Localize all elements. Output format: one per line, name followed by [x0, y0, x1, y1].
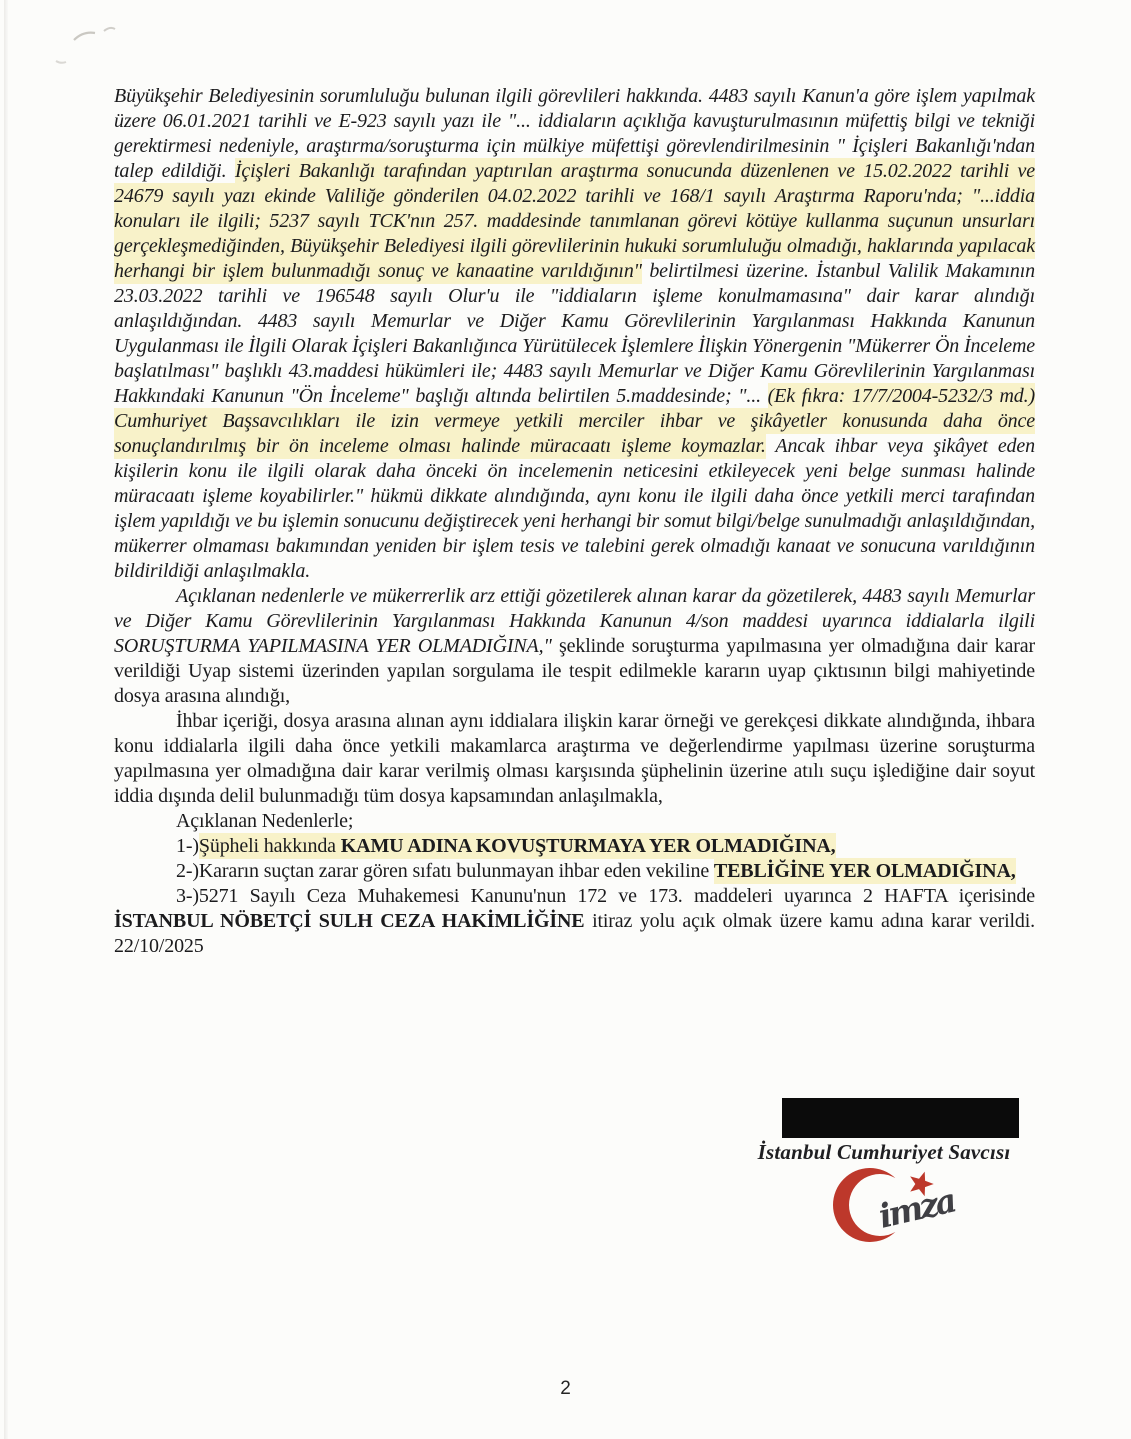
item-number: 2-): [176, 860, 199, 882]
signature-title: İstanbul Cumhuriyet Savcısı: [757, 1140, 1011, 1164]
pencil-stroke: [74, 33, 95, 40]
reasons-heading: [114, 809, 1035, 834]
pencil-stroke: [56, 61, 66, 63]
highlighted-passage-ek-fikra: (Ek fıkra: 17/7/2004-5232/3 md.) Cumhuriyet Başsavcılıkları ile izin vermeye yetkili merciler ihbar ve şikâyetler konusunda daha önce sonuçlandırılmış bir ön inceleme olması halinde müracaatı işleme koymazlar.: [114, 385, 1035, 457]
paragraph-denunciation-assessment: [114, 709, 1035, 809]
highlighted-passage-decision-1: [199, 833, 836, 859]
pencil-marks: [42, 6, 172, 76]
redaction-bar: [782, 1098, 1019, 1138]
paragraph-legal-background: [114, 84, 1035, 584]
body-text: Büyükşehir Belediyesinin sorumluluğu bulunan ilgili görevlileri hakkında. 4483 sayılı Kanun'a göre işlem yapılmak üzere 06.01.2021 tarihli ve E-923 sayılı yazı ile "... iddiaların açıklığa kavuşturulmasının müfettiş bilgi ve tekniği gerektirmesi nedeniyle, araştırma/soruşturma için mülkiye müfettişi görevlendirilmesinin " İçişleri Bakanlığı'ndan talep edildiği.: [114, 85, 1035, 182]
scan-edge-shadow: [4, 0, 8, 1439]
item-text: itiraz yolu açık olmak üzere kamu adına karar verildi. 22/10/2025: [114, 910, 1035, 957]
body-text: şeklinde soruşturma yapılmasına yer olmadığına dair karar verildiği Uyap sistemi üzerinden yapılan sorgulama ile tespit edilmekle kararın uyap çıktısının bilgi mahiyetinde dosya arasına alındığı,: [114, 635, 1035, 707]
stamp-imza-text: imza: [875, 1180, 958, 1236]
decision-item-2: [114, 859, 1035, 884]
body-text: İhbar içeriği, dosya arasına alınan aynı iddialara ilişkin karar örneği ve gerekçesi dikkate alındığında, ihbara konu iddialarla ilgili daha önce yetkili makamlarca araştırma ve değerlendirme yapılması üzerine soruşturma yapılmasına yer olmadığına dair karar verilmiş olması karşısında şüphelinin üzerine atılı suçu işlediğine dair soyut iddia dışında delil bulunmadığı tüm dosya kapsamından anlaşılmakla,: [114, 710, 1035, 807]
item-bold-text: İSTANBUL NÖBETÇİ SULH CEZA HAKİMLİĞİNE: [114, 910, 585, 932]
decision-item-1: [114, 834, 1035, 859]
item-text: Şüpheli hakkında: [198, 835, 341, 857]
paragraph-conclusion-reference: [114, 584, 1035, 709]
heading-text: Açıklanan Nedenlerle;: [176, 810, 354, 832]
item-number: 3-): [176, 885, 199, 907]
body-text: belirtilmesi üzerine. İstanbul Valilik Makamının 23.03.2022 tarihli ve 196548 sayılı Olur'u ile "iddiaların işleme konulmamasına" dair karar alındığı anlaşıldığından. 4483 sayılı Memurlar ve Diğer Kamu Görevlilerinin Yargılanması Hakkında Kanunun Uygulanması ile İlgili Olarak İçişleri Bakanlığınca Yürütülecek İşlemlere İlişkin Yönergenin "Mükerrer Ön İnceleme başlatılması" başlıklı 43.maddesi hükümleri ile; 4483 sayılı Memurlar ve Diğer Kamu Görevlilerinin Yargılanması Hakkındaki Kanunun "Ön İnceleme" başlığı altında belirtilen 5.maddesinde; "...: [114, 260, 1035, 407]
pencil-stroke: [104, 28, 115, 31]
document-body: [114, 84, 1035, 959]
highlighted-passage-research-report: İçişleri Bakanlığı tarafından yaptırılan araştırma sonucunda düzenlenen ve 15.02.2022 tarihli ve 24679 sayılı yazı ekinde Valiliğe gönderilen 04.02.2022 tarihli ve 168/1 sayılı Araştırma Raporu'nda; "...iddia konuları ile ilgili; 5237 sayılı TCK'nın 257. maddesinde tanımlanan görevi kötüye kullanma suçunun unsurları gerçekleşmediğinden, Büyükşehir Belediyesi ilgili görevlilerinin hukuki sorumluluğu olmadığı, haklarında yapılacak herhangi bir işlem bulunmadığı sonuç ve kanaatine varıldığının": [114, 160, 1035, 282]
item-text: 5271 Sayılı Ceza Muhakemesi Kanunu'nun 172 ve 173. maddeleri uyarınca 2 HAFTA içerisinde: [198, 885, 1035, 907]
item-bold-text: KAMU ADINA KOVUŞTURMAYA YER OLMADIĞINA,: [340, 835, 836, 857]
item-text: Kararın suçtan zarar gören sıfatı bulunmayan ihbar eden vekiline: [198, 860, 714, 882]
decision-item-3: [114, 884, 1035, 959]
item-number: 1-): [176, 835, 199, 857]
e-signature-stamp: [824, 1162, 984, 1254]
body-text: Ancak ihbar veya şikâyet eden kişilerin konu ile ilgili olarak daha önceki ön incelemenin neticesini etkileyecek yeni belge sunması halinde müracaatı işleme koyabilirler." hükmü dikkate alındığında, aynı konu ile ilgili daha önce yetkili merci tarafından işlem yapıldığı ve bu işlemin sonucunu değiştirecek yeni herhangi bir somut bilgi/belge sunulmadığı anlaşıldığından, mükerrer olmaması bakımından yeniden bir işlem tesis ve talebini gerek olmadığı kanaat ve sonucuna varıldığının bildirildiği anlaşılmakla.: [114, 435, 1035, 582]
body-text-italic: Açıklanan nedenlerle ve mükerrerlik arz ettiği gözetilerek alınan karar da gözetilerek, 4483 sayılı Memurlar ve Diğer Kamu Görevlilerinin Yargılanması Hakkında Kanunun 4/son maddesi uyarınca iddialarla ilgili SORUŞTURMA YAPILMASINA YER OLMADIĞINA,": [114, 585, 1035, 657]
highlighted-passage-decision-2: TEBLİĞİNE YER OLMADIĞINA,: [713, 860, 1016, 882]
page-number: 2: [560, 1378, 571, 1399]
